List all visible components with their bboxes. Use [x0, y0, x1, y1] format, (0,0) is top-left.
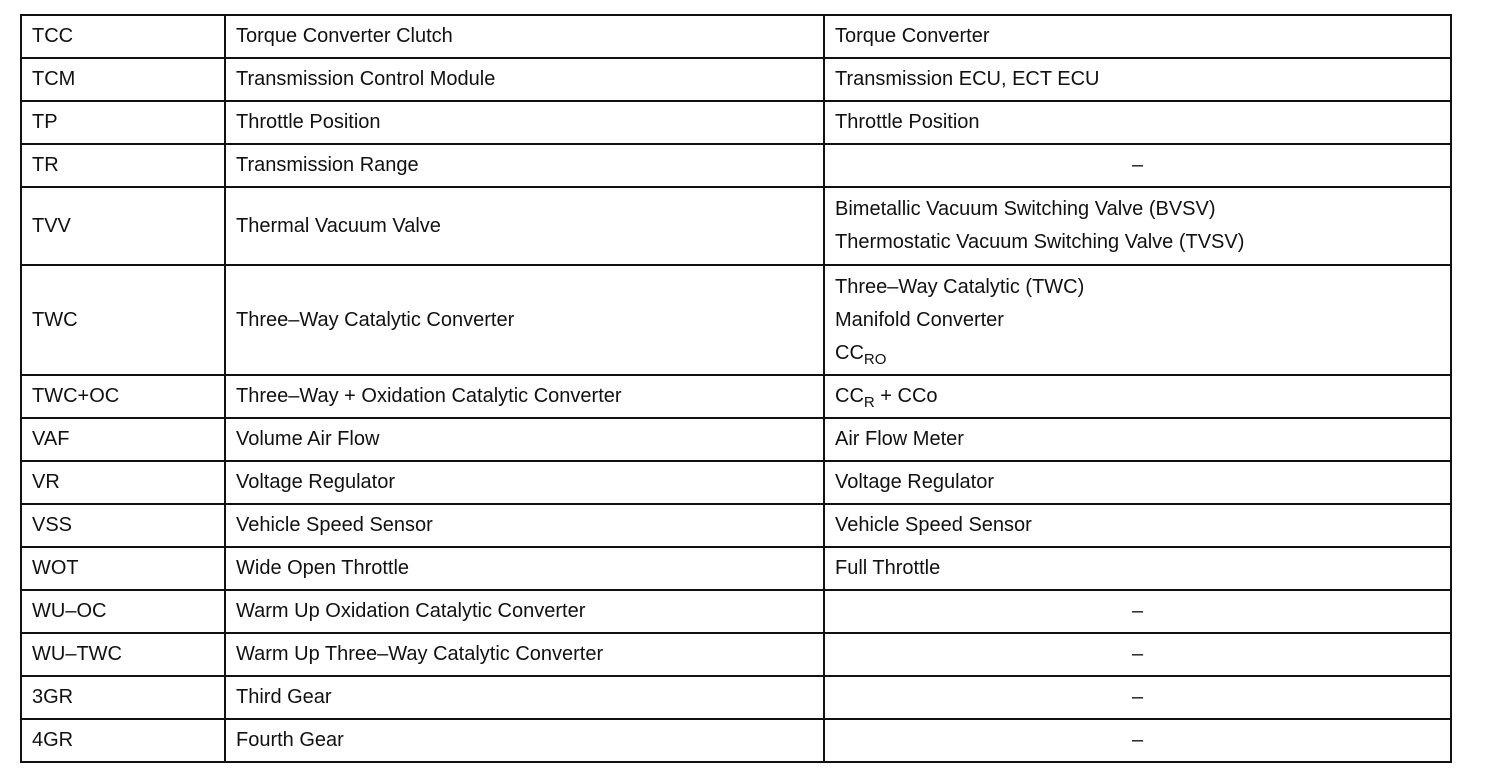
term-cell: Thermal Vacuum Valve	[225, 187, 824, 265]
term-cell: Wide Open Throttle	[225, 547, 824, 590]
table-row	[21, 461, 1451, 504]
old-term-line: Three–Way Catalytic (TWC)	[835, 275, 1085, 298]
table-row	[21, 590, 1451, 633]
term-cell: Warm Up Three–Way Catalytic Converter	[225, 633, 824, 676]
term-cell: Vehicle Speed Sensor	[225, 504, 824, 547]
old-term-cell: Full Throttle	[824, 547, 1451, 590]
table-row	[21, 15, 1451, 58]
abbr-cell: WOT	[21, 547, 225, 590]
old-term-cell	[824, 187, 1451, 265]
old-term-cell: $CC_R$ + CCo	[824, 375, 1451, 418]
old-term-cell: Transmission ECU, ECT ECU	[824, 58, 1451, 101]
old-term-line: $CC_{RO}$	[835, 341, 887, 368]
abbr-cell: TWC	[21, 265, 225, 375]
old-term-cell: –	[824, 144, 1451, 187]
table-row	[21, 547, 1451, 590]
table-row	[21, 265, 1451, 375]
term-cell: Third Gear	[225, 676, 824, 719]
old-term-cell: Torque Converter	[824, 15, 1451, 58]
old-term-cell: Vehicle Speed Sensor	[824, 504, 1451, 547]
old-term-cell: –	[824, 633, 1451, 676]
table-row	[21, 418, 1451, 461]
term-cell: Warm Up Oxidation Catalytic Converter	[225, 590, 824, 633]
term-cell: Voltage Regulator	[225, 461, 824, 504]
abbr-cell: 3GR	[21, 676, 225, 719]
term-cell: Three–Way + Oxidation Catalytic Converter	[225, 375, 824, 418]
old-term-cell	[824, 265, 1451, 375]
old-term-line: Bimetallic Vacuum Switching Valve (BVSV)	[835, 198, 1216, 220]
table-row	[21, 633, 1451, 676]
old-term-cell: Throttle Position	[824, 101, 1451, 144]
term-cell: Volume Air Flow	[225, 418, 824, 461]
abbr-cell: TP	[21, 101, 225, 144]
old-term-cell: Voltage Regulator	[824, 461, 1451, 504]
table-row	[21, 719, 1451, 762]
old-term-cell: –	[824, 676, 1451, 719]
abbr-cell: VSS	[21, 504, 225, 547]
abbr-cell: VAF	[21, 418, 225, 461]
term-cell: Fourth Gear	[225, 719, 824, 762]
abbr-cell: WU–OC	[21, 590, 225, 633]
old-term-cell: –	[824, 590, 1451, 633]
old-term-line: Thermostatic Vacuum Switching Valve (TVSV)	[835, 231, 1245, 253]
table-row	[21, 504, 1451, 547]
abbr-cell: 4GR	[21, 719, 225, 762]
table-row	[21, 144, 1451, 187]
term-cell: Three–Way Catalytic Converter	[225, 265, 824, 375]
term-cell: Transmission Control Module	[225, 58, 824, 101]
table-row	[21, 375, 1451, 418]
old-term-cell: –	[824, 719, 1451, 762]
abbr-cell: WU–TWC	[21, 633, 225, 676]
term-cell: Torque Converter Clutch	[225, 15, 824, 58]
table-row	[21, 676, 1451, 719]
abbr-cell: TVV	[21, 187, 225, 265]
table-row	[21, 101, 1451, 144]
old-term-line: Manifold Converter	[835, 308, 1004, 331]
term-cell: Transmission Range	[225, 144, 824, 187]
abbr-cell: TR	[21, 144, 225, 187]
table-row	[21, 187, 1451, 265]
abbreviation-table	[20, 14, 1452, 763]
abbr-cell: TWC+OC	[21, 375, 225, 418]
abbr-cell: VR	[21, 461, 225, 504]
abbr-cell: TCC	[21, 15, 225, 58]
abbr-cell: TCM	[21, 58, 225, 101]
old-term-cell: Air Flow Meter	[824, 418, 1451, 461]
table-row	[21, 58, 1451, 101]
term-cell: Throttle Position	[225, 101, 824, 144]
